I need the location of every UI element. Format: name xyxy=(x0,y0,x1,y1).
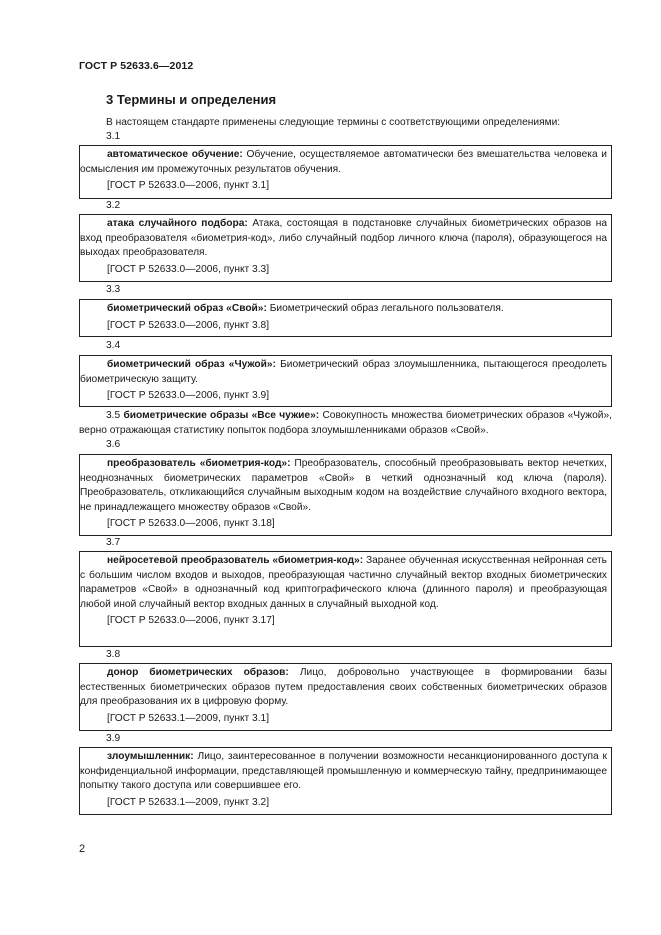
definition-text: Лицо, заинтересованное в получении возможности несанкционированного доступа к конфиденциальной информации, представляющей промышленную и коммерческую тайну, предпринимающее попытку такого доступа или совершившее его. xyxy=(80,751,607,792)
term-source: [ГОСТ Р 52633.0—2006, пункт 3.9] xyxy=(107,390,270,402)
term-number: 3.6 xyxy=(106,439,121,450)
term-number: 3.7 xyxy=(106,537,121,548)
term-definition xyxy=(80,750,607,794)
term-box xyxy=(79,299,612,337)
page-number: 2 xyxy=(79,843,86,855)
term-source: [ГОСТ Р 52633.0—2006, пункт 3.1] xyxy=(107,180,270,192)
term-number: 3.4 xyxy=(106,340,121,351)
term-source: [ГОСТ Р 52633.0—2006, пункт 3.3] xyxy=(107,263,270,275)
term-definition xyxy=(80,554,607,612)
term-name: биометрический образ «Свой»: xyxy=(107,303,267,314)
term-name: преобразователь «биометрия-код»: xyxy=(107,458,291,469)
term-name: донор биометрических образов: xyxy=(107,667,289,678)
definition-text: Лицо, добровольно участвующее в формировании базы естественных биометрических образов путем предоставления своих собственных биометрических образов для преобразования их в цифровую форму. xyxy=(80,667,608,708)
term-name: атака случайного подбора: xyxy=(107,218,248,229)
term-definition xyxy=(80,302,607,317)
term-number: 3.1 xyxy=(106,131,121,142)
term-box xyxy=(79,747,612,815)
term-number: 3.8 xyxy=(106,649,121,660)
term-name: злоумышленник: xyxy=(107,751,194,762)
definition-text: Совокупность множества биометрических образов «Чужой», верно отражающая статистику попыток подбора злоумышленниками образов «Свой». xyxy=(79,410,612,436)
term-box xyxy=(79,355,612,407)
term-source: [ГОСТ Р 52633.0—2006, пункт 3.17] xyxy=(107,615,275,627)
term-name: биометрический образ «Чужой»: xyxy=(107,359,276,370)
term-name: нейросетевой преобразователь «биометрия-код»: xyxy=(107,555,364,566)
definition-text: Биометрический образ легального пользователя. xyxy=(269,303,504,314)
term-number: 3.3 xyxy=(106,284,121,295)
term-source: [ГОСТ Р 52633.1—2009, пункт 3.2] xyxy=(107,796,270,808)
term-definition xyxy=(80,148,607,177)
intro-paragraph: В настоящем стандарте применены следующие термины с соответствующими определениями: xyxy=(106,117,561,128)
definition-text: Заранее обученная искусственная нейронная сеть с большим числом входов и выходов, преобразующая частично случайный вектор входных биометрических параметров «Свой» в однозначный код криптографического ключа (длинного пароля) и преобразующая любой иной случайный вектор входных данных в случайный выходной код. xyxy=(80,555,607,610)
term-definition xyxy=(80,457,607,515)
definition-text: Преобразователь, способный преобразовывать вектор нечетких, неоднозначных биометрических параметров «Свой» в четкий однозначный код ключа (пароля). Преобразователь, откликающийся случайным выходным кодом на воздействие случайного входного вектора, не принадлежащего множеству образов «Свой». xyxy=(80,458,607,513)
term-number: 3.2 xyxy=(106,200,121,211)
term-name: автоматическое обучение: xyxy=(107,149,243,160)
term-definition-plain xyxy=(79,409,612,438)
definition-text: Атака, состоящая в подстановке случайных биометрических образов на вход преобразователя «биометрия-код», либо случайный подбор личного ключа (пароля), образующегося на выходах преобразователя. xyxy=(80,218,607,259)
term-number: 3.9 xyxy=(106,733,121,744)
term-box xyxy=(79,214,612,282)
definition-text: Биометрический образ злоумышленника, пытающегося преодолеть биометрическую защиту. xyxy=(80,359,607,385)
term-number: 3.5 xyxy=(106,410,121,421)
term-definition xyxy=(80,358,607,387)
term-box xyxy=(79,663,612,731)
term-box xyxy=(79,551,612,647)
section-title: 3 Термины и определения xyxy=(106,92,277,107)
term-definition xyxy=(80,217,607,261)
term-definition xyxy=(80,666,607,710)
term-box xyxy=(79,145,612,199)
term-source: [ГОСТ Р 52633.0—2006, пункт 3.18] xyxy=(107,518,275,530)
term-box xyxy=(79,454,612,536)
term-name: биометрические образы «Все чужие»: xyxy=(123,410,320,421)
definition-text: Обучение, осуществляемое автоматически без вмешательства человека и осмысления им промежуточных результатов обучения. xyxy=(80,149,607,175)
term-source: [ГОСТ Р 52633.0—2006, пункт 3.8] xyxy=(107,319,270,331)
document-header: ГОСТ Р 52633.6—2012 xyxy=(79,60,194,72)
term-source: [ГОСТ Р 52633.1—2009, пункт 3.1] xyxy=(107,712,270,724)
